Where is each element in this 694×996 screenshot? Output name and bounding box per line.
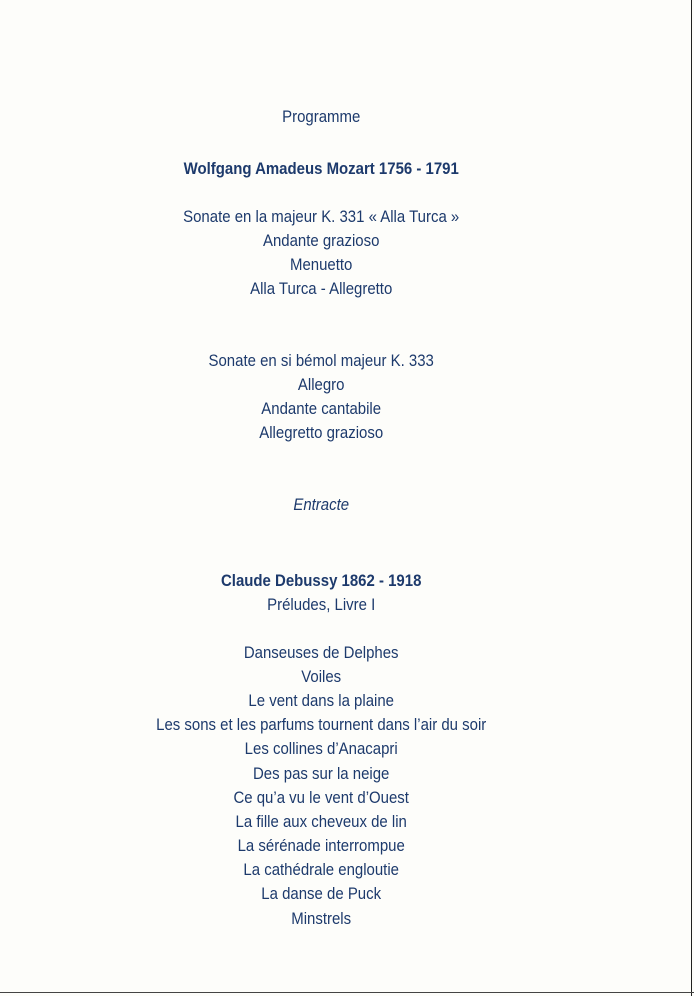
sonata-333-title: Sonate en si bémol majeur K. 333 bbox=[208, 351, 434, 370]
prelude-item: La sérénade interrompue bbox=[237, 836, 405, 855]
prelude-item: Voiles bbox=[301, 667, 342, 686]
prelude-item: La cathédrale engloutie bbox=[243, 860, 399, 879]
prelude-item: La danse de Puck bbox=[261, 884, 382, 903]
sonata-331-movement: Alla Turca - Allegretto bbox=[250, 279, 393, 298]
intermission-label: Entracte bbox=[293, 495, 350, 514]
page-edge-bottom bbox=[0, 992, 694, 993]
prelude-item: La fille aux cheveux de lin bbox=[235, 812, 407, 831]
prelude-item: Des pas sur la neige bbox=[253, 764, 390, 783]
sonata-333-movement: Allegro bbox=[297, 375, 345, 394]
sonata-333-movement: Andante cantabile bbox=[261, 399, 382, 418]
prelude-item: Danseuses de Delphes bbox=[243, 643, 399, 662]
prelude-item: Les sons et les parfums tournent dans l’air du soir bbox=[156, 715, 487, 734]
prelude-item: Minstrels bbox=[291, 909, 352, 928]
sonata-331-title: Sonate en la majeur K. 331 « Alla Turca » bbox=[183, 207, 460, 226]
page-edge-right bbox=[691, 0, 692, 996]
programme-heading: Programme bbox=[282, 107, 361, 126]
sonata-331-movement: Andante grazioso bbox=[262, 231, 380, 250]
sonata-331-movement: Menuetto bbox=[290, 255, 353, 274]
debussy-composer: Claude Debussy 1862 - 1918 bbox=[220, 571, 422, 590]
prelude-item: Les collines d’Anacapri bbox=[244, 739, 398, 758]
mozart-composer: Wolfgang Amadeus Mozart 1756 - 1791 bbox=[183, 159, 459, 178]
sonata-333-movement: Allegretto grazioso bbox=[259, 423, 384, 442]
prelude-item: Ce qu’a vu le vent d’Ouest bbox=[233, 788, 409, 807]
prelude-item: Le vent dans la plaine bbox=[248, 691, 394, 710]
preludes-work-title: Préludes, Livre I bbox=[267, 595, 376, 614]
